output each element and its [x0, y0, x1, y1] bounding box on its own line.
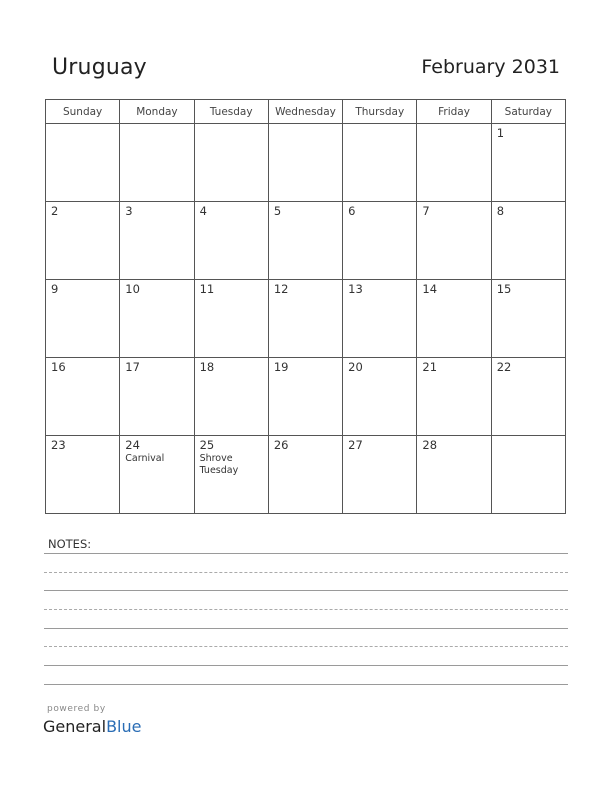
day-number	[46, 124, 119, 126]
day-number: 5	[273, 204, 282, 218]
day-number: 20	[348, 360, 363, 374]
day-cell	[46, 280, 120, 358]
notes-line	[44, 572, 568, 573]
day-number: 24	[125, 438, 140, 452]
powered-by-text: powered by	[47, 704, 106, 714]
day-number	[417, 124, 490, 126]
day-number: 17	[125, 360, 140, 374]
day-number: 9	[51, 282, 59, 296]
weekday-thursday: Thursday	[343, 100, 417, 124]
weekday-tuesday: Tuesday	[194, 100, 268, 124]
day-cell	[417, 124, 491, 202]
day-number: 2	[51, 204, 59, 218]
day-cell	[343, 202, 417, 280]
day-number: 1	[496, 126, 505, 140]
day-cell	[194, 202, 268, 280]
page-title: Uruguay	[52, 55, 147, 80]
weekday-wednesday: Wednesday	[268, 100, 342, 124]
weekday-friday: Friday	[417, 100, 491, 124]
day-number: 10	[125, 282, 140, 296]
day-number: 23	[51, 438, 66, 452]
day-cell	[120, 280, 194, 358]
day-cell	[194, 280, 268, 358]
day-number	[269, 124, 342, 126]
day-number: 19	[273, 360, 289, 374]
day-cell	[120, 124, 194, 202]
day-number	[492, 436, 565, 438]
day-cell	[417, 436, 491, 514]
day-cell	[343, 436, 417, 514]
month-year-title: February 2031	[421, 56, 560, 78]
day-cell	[491, 124, 565, 202]
day-number: 21	[422, 360, 438, 374]
brand-text-general: General	[43, 717, 107, 736]
day-cell	[491, 358, 565, 436]
day-number: 6	[348, 204, 356, 218]
week-row	[46, 280, 566, 358]
holiday-label-carnival: Carnival	[125, 453, 165, 464]
day-cell	[120, 436, 194, 514]
day-cell	[46, 124, 120, 202]
day-number: 15	[496, 282, 512, 296]
day-number: 8	[496, 204, 505, 218]
day-number: 4	[199, 204, 207, 218]
day-number: 14	[422, 282, 438, 296]
day-number: 7	[422, 204, 430, 218]
notes-line	[44, 646, 568, 647]
day-cell	[417, 202, 491, 280]
holiday-label-shrove-tuesday: Shrove Tuesday	[199, 453, 239, 476]
day-cell	[46, 202, 120, 280]
day-number	[343, 124, 416, 126]
notes-line	[44, 590, 568, 591]
day-cell	[120, 358, 194, 436]
day-number	[120, 124, 193, 126]
weekday-monday: Monday	[120, 100, 194, 124]
day-cell	[417, 280, 491, 358]
calendar-grid	[45, 99, 566, 514]
week-row	[46, 436, 566, 514]
notes-line	[44, 665, 568, 666]
day-cell	[491, 202, 565, 280]
brand-logo	[43, 717, 141, 736]
day-number: 13	[348, 282, 363, 296]
notes-line	[44, 609, 568, 610]
day-number: 25	[199, 438, 215, 452]
day-number: 11	[199, 282, 215, 296]
day-cell	[491, 280, 565, 358]
day-cell	[268, 436, 342, 514]
day-cell	[194, 358, 268, 436]
day-number: 3	[125, 204, 133, 218]
day-cell	[268, 124, 342, 202]
day-cell	[120, 202, 194, 280]
day-cell	[343, 124, 417, 202]
day-cell	[343, 358, 417, 436]
day-number: 27	[348, 438, 363, 452]
day-number: 16	[51, 360, 66, 374]
week-row	[46, 202, 566, 280]
week-row	[46, 124, 566, 202]
day-number: 26	[273, 438, 289, 452]
day-cell	[343, 280, 417, 358]
day-cell	[268, 280, 342, 358]
day-number: 18	[199, 360, 215, 374]
brand-text-blue: Blue	[106, 717, 142, 736]
day-number: 22	[496, 360, 512, 374]
weekday-header-row	[46, 100, 566, 124]
day-cell	[268, 202, 342, 280]
day-number: 28	[422, 438, 438, 452]
notes-line	[44, 628, 568, 629]
day-cell	[46, 436, 120, 514]
week-row	[46, 358, 566, 436]
day-cell	[46, 358, 120, 436]
weekday-saturday: Saturday	[491, 100, 565, 124]
day-cell	[194, 124, 268, 202]
notes-line	[44, 553, 568, 554]
day-cell	[491, 436, 565, 514]
day-cell	[268, 358, 342, 436]
day-number: 12	[273, 282, 289, 296]
day-number	[195, 124, 268, 126]
day-cell	[417, 358, 491, 436]
notes-line	[44, 684, 568, 685]
weekday-sunday: Sunday	[46, 100, 120, 124]
day-cell	[194, 436, 268, 514]
notes-label: NOTES:	[48, 537, 92, 551]
